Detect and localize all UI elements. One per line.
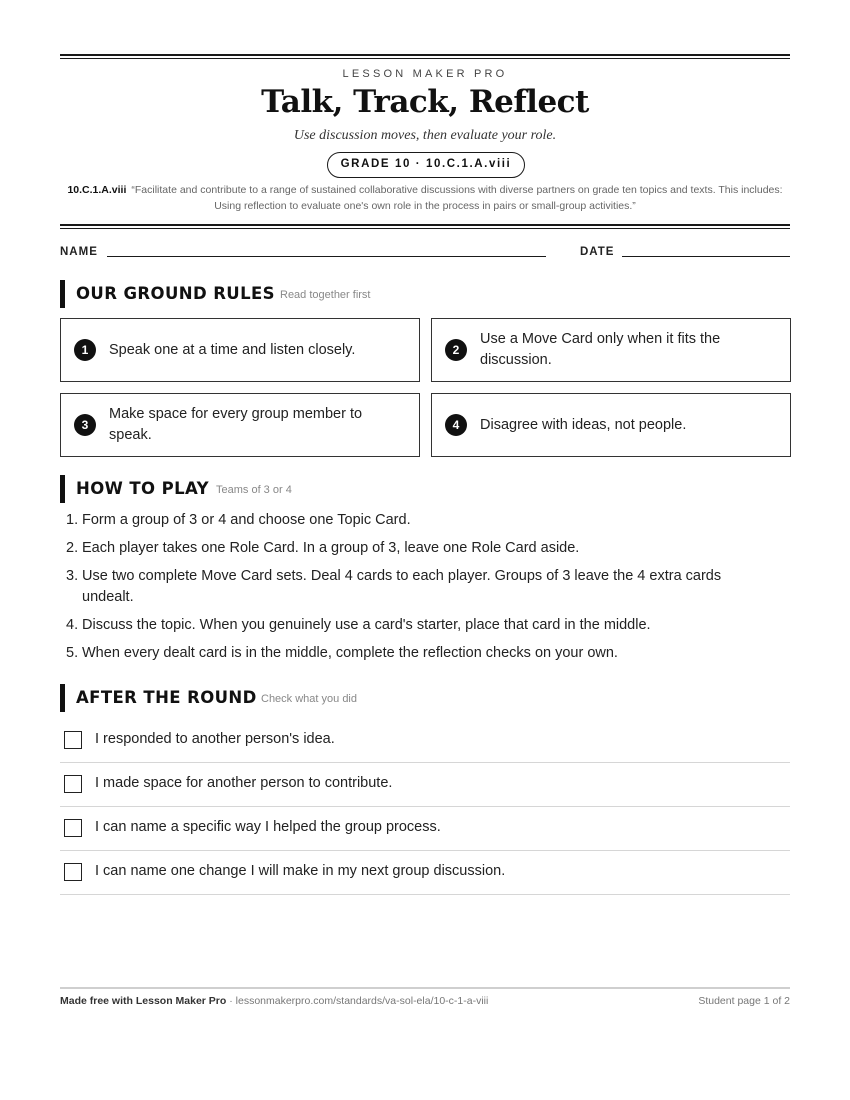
how-to-play-steps: [66, 510, 766, 671]
step-item: [66, 566, 766, 608]
reflection-check-item: [60, 851, 790, 895]
ground-rules-heading: [60, 280, 790, 308]
section-accent-bar: [60, 684, 65, 712]
section-title: HOW TO PLAY: [76, 479, 209, 498]
worksheet-subtitle: Use discussion moves, then evaluate your role.: [293, 128, 557, 143]
ground-rule-card: [60, 393, 420, 457]
rule-number-badge: 4: [445, 414, 467, 436]
header-top-rule: [60, 54, 790, 59]
ground-rule-card: [60, 318, 420, 382]
name-field[interactable]: [107, 256, 546, 257]
step-item: [66, 538, 766, 559]
standard-code: 10.C.1.A.viii: [67, 184, 127, 196]
after-round-heading: [60, 684, 790, 712]
reflection-check-text: I can name a specific way I helped the group process.: [95, 819, 441, 835]
worksheet-title: Talk, Track, Reflect: [261, 84, 589, 120]
step-item: [66, 643, 766, 664]
reflection-check-item: [60, 719, 790, 763]
page-indicator: Student page 1 of 2: [698, 995, 790, 1007]
section-hint: Teams of 3 or 4: [216, 484, 292, 496]
rule-number-badge: 1: [74, 339, 96, 361]
grade-badge: GRADE 10 · 10.C.1.A.viii: [327, 152, 525, 178]
standard-statement: [60, 182, 790, 214]
step-text: Form a group of 3 or 4 and choose one Topic Card.: [82, 512, 411, 528]
step-text: When every dealt card is in the middle, complete the reflection checks on your own.: [82, 645, 618, 661]
date-label: DATE: [580, 246, 615, 258]
reflection-checkbox[interactable]: [64, 819, 82, 837]
reflection-check-text: I responded to another person's idea.: [95, 731, 335, 747]
step-item: [66, 510, 766, 531]
brand-name: LESSON MAKER PRO: [342, 68, 508, 80]
rule-number-badge: 3: [74, 414, 96, 436]
section-title: AFTER THE ROUND: [76, 688, 257, 707]
step-text: Each player takes one Role Card. In a group of 3, leave one Role Card aside.: [82, 540, 580, 556]
step-number: 1.: [66, 512, 79, 528]
step-text: Discuss the topic. When you genuinely use a card's starter, place that card in the middle.: [82, 617, 651, 633]
ground-rule-card: [431, 318, 791, 382]
ground-rule-card: [431, 393, 791, 457]
section-hint: Check what you did: [261, 693, 357, 705]
step-text: Use two complete Move Card sets. Deal 4 cards to each player. Groups of 3 leave the 4 extra cards undealt.: [82, 568, 722, 605]
rule-text: Disagree with ideas, not people.: [480, 416, 687, 433]
worksheet-page: [60, 0, 790, 1100]
rule-text: Make space for every group member to speak.: [109, 406, 363, 443]
step-number: 3.: [66, 568, 79, 584]
header-bottom-rule: [60, 224, 790, 229]
step-number: 4.: [66, 617, 79, 633]
rule-text: Use a Move Card only when it fits the discussion.: [480, 331, 721, 368]
reflection-checkbox[interactable]: [64, 863, 82, 881]
footer-made-with: Made free with Lesson Maker Pro: [60, 995, 227, 1007]
how-to-play-heading: [60, 475, 790, 503]
section-accent-bar: [60, 280, 65, 308]
section-title: OUR GROUND RULES: [76, 284, 275, 303]
step-number: 2.: [66, 540, 79, 556]
step-item: [66, 615, 766, 636]
step-number: 5.: [66, 645, 79, 661]
footer-url-link[interactable]: lessonmakerpro.com/standards/va-sol-ela/10-c-1-a-viii: [235, 995, 489, 1007]
reflection-checkbox[interactable]: [64, 775, 82, 793]
footer-credit: [60, 995, 488, 1007]
reflection-check-text: I made space for another person to contribute.: [95, 775, 393, 791]
date-field[interactable]: [622, 256, 790, 257]
name-label: NAME: [60, 246, 98, 258]
footer-separator: ·: [226, 995, 236, 1007]
footer-rule: [60, 987, 790, 989]
section-hint: Read together first: [280, 289, 371, 301]
rule-number-badge: 2: [445, 339, 467, 361]
standard-text: “Facilitate and contribute to a range of sustained collaborative discussions with diverse partners on grade ten topics and texts. This includes: Using reflection to evaluate one's own role in the process in pairs or small-group activities.”: [131, 184, 783, 212]
rule-text: Speak one at a time and listen closely.: [109, 341, 356, 358]
reflection-check-item: [60, 807, 790, 851]
reflection-check-item: [60, 763, 790, 807]
section-accent-bar: [60, 475, 65, 503]
reflection-checkbox[interactable]: [64, 731, 82, 749]
reflection-check-text: I can name one change I will make in my next group discussion.: [95, 863, 506, 879]
